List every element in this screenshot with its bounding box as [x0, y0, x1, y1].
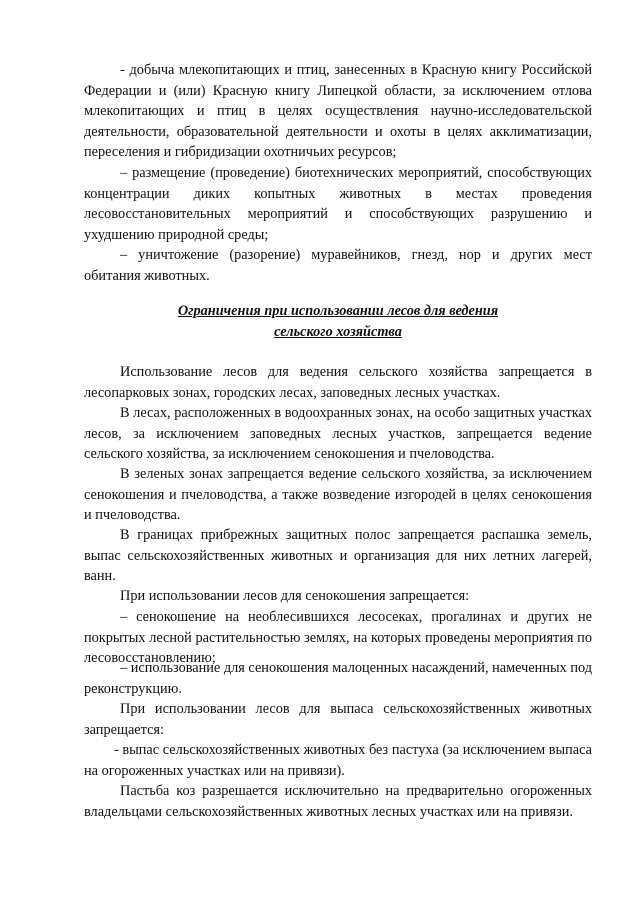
- paragraph-agriculture-forbidden: Использование лесов для ведения сельского хозяйства запрещается в лесопарковых зонах, городских лесах, заповедных лесных участках.: [84, 364, 592, 401]
- paragraph-haymaking-intro: При использовании лесов для сенокошения запрещается:: [120, 588, 470, 604]
- list-item-haymaking-plantings: – использование для сенокошения малоценных насаждений, намеченных под реконструкцию.: [84, 660, 592, 697]
- paragraph-green-zones: В зеленых зонах запрещается ведение сельского хозяйства, за исключением сенокошения и пчеловодства, а также возведение изгородей в целях сенокошения и пчеловодства.: [84, 466, 592, 524]
- list-item-anthill-ban: – уничтожение (разорение) муравейников, гнезд, нор и других мест обитания животных.: [84, 247, 592, 284]
- list-item-biotech-ban: – размещение (проведение) биотехнических мероприятий, способствующих концентрации диких копытных животных в местах проведения лесовосстановительных мероприятий и способствующих разрушению и ухудшению природной среды;: [84, 165, 592, 243]
- section-heading: [84, 301, 592, 342]
- paragraph-water-protection-zones: В лесах, расположенных в водоохранных зонах, на особо защитных участках лесов, за исключением заповедных лесных участков, запрещается ведение сельского хозяйства, за исключением сенокошения и пчеловодства.: [84, 405, 592, 463]
- section-heading-line2: сельского хозяйства: [274, 323, 402, 340]
- section-heading-line1: Ограничения при использовании лесов для ведения: [177, 303, 499, 319]
- paragraph-goat-grazing: Пастьба коз разрешается исключительно на предварительно огороженных владельцами сельскохозяйственных животных лесных участках или на привязи.: [84, 783, 592, 820]
- list-item-grazing-shepherd: - выпас сельскохозяйственных животных без пастуха (за исключением выпаса на огороженных участках или на привязи).: [84, 742, 592, 779]
- list-item-haymaking-clearings: – сенокошение на необлесившихся лесосеках, прогалинах и других не покрытых лесной растительностью землях, на которых проведены мероприятия по лесовосстановлению;: [84, 609, 592, 667]
- list-item-mining-ban: - добыча млекопитающих и птиц, занесенных в Красную книгу Российской Федерации и (или) Красную книгу Липецкой области, за исключением отлова млекопитающих и птиц в целях осуществления научно-исследовательской деятельности, образовательной деятельности и охоты в целях акклиматизации, переселения и гибридизации охотничьих ресурсов;: [84, 62, 592, 161]
- paragraph-grazing-intro: При использовании лесов для выпаса сельскохозяйственных животных запрещается:: [84, 701, 592, 738]
- paragraph-coastal-strips: В границах прибрежных защитных полос запрещается распашка земель, выпас сельскохозяйственных животных и организация для них летних лагерей, ванн.: [84, 527, 592, 585]
